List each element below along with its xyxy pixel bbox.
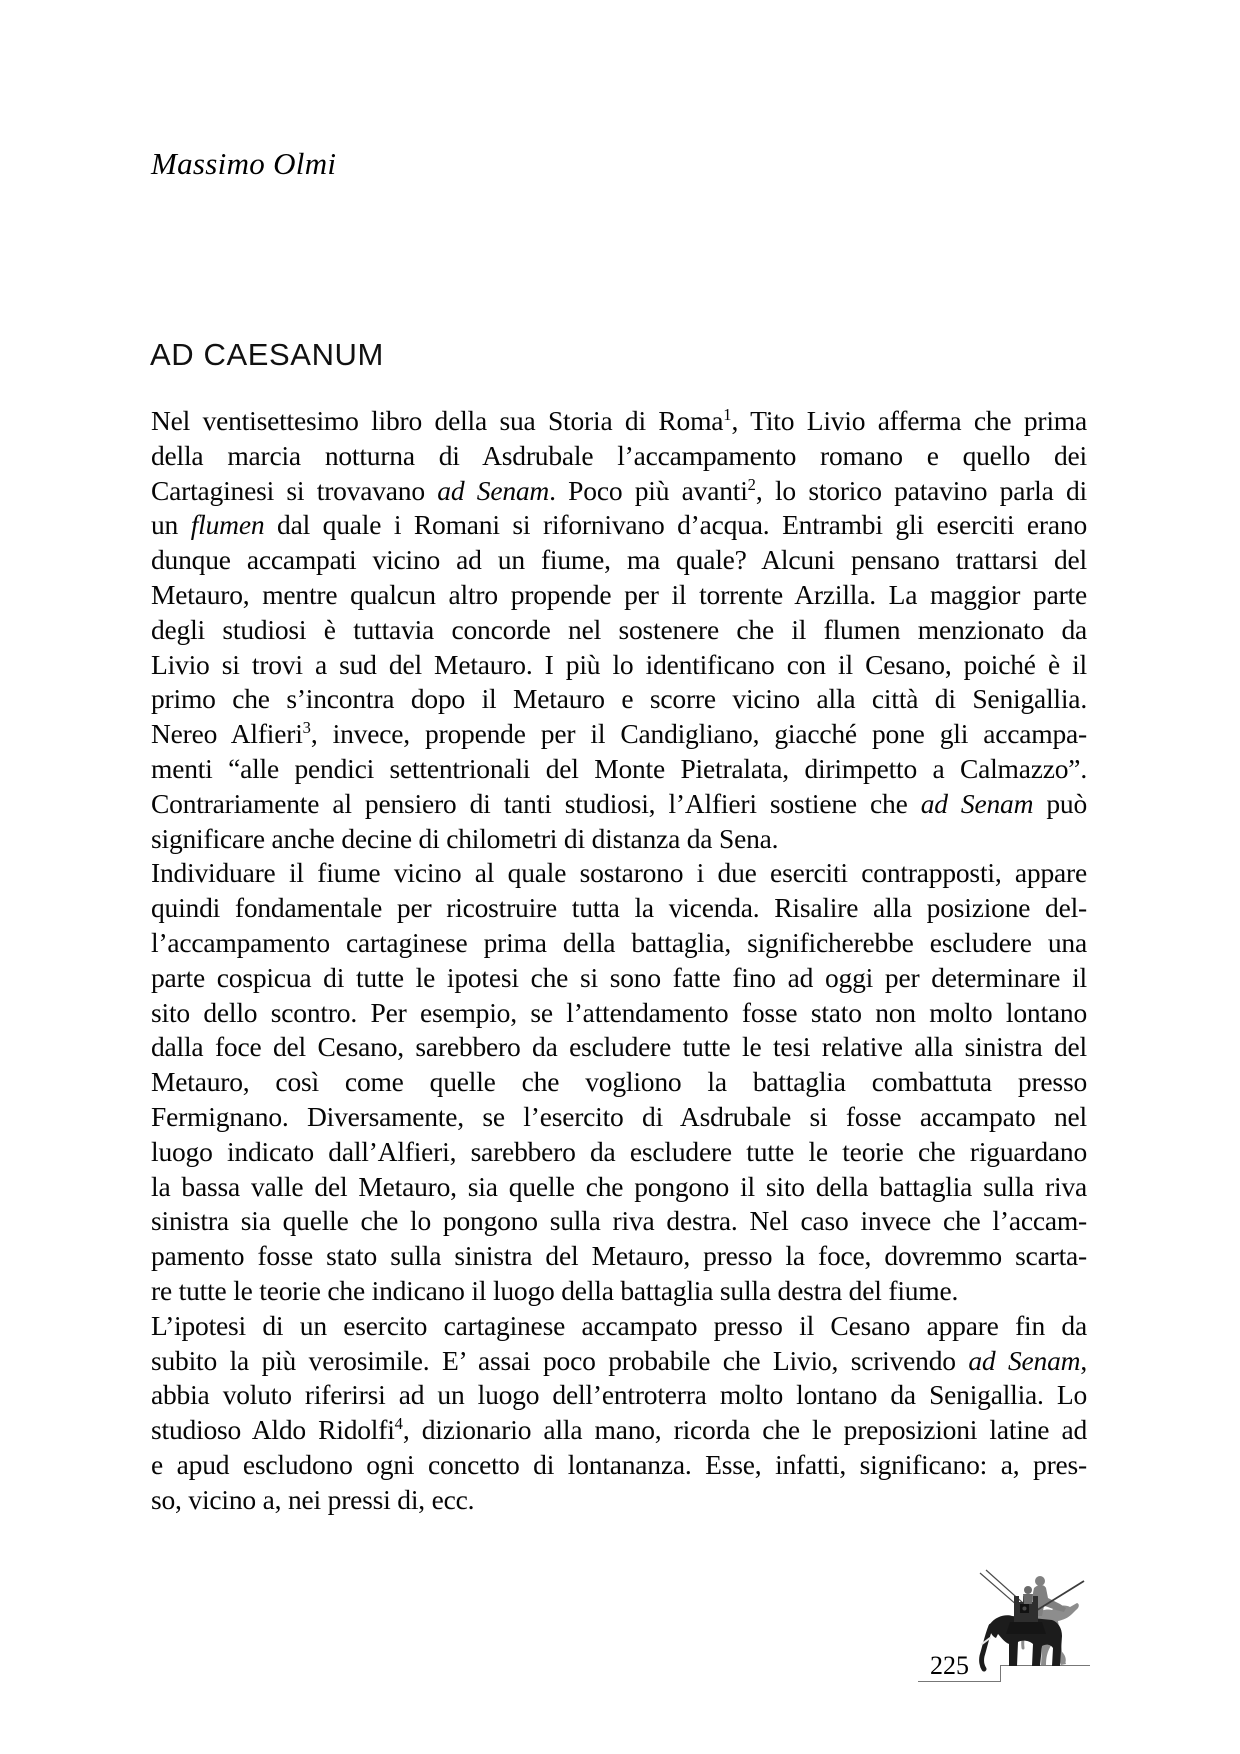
body-line: primo che s’incontra dopo il Metauro e scorre vicino alla città di Senigallia. bbox=[151, 683, 1087, 715]
body-line: studioso Aldo Ridolfi$^4$, dizionario alla mano, ricorda che le preposizioni latine ad bbox=[151, 1413, 1088, 1446]
body-line: Metauro, mentre qualcun altro propende per il torrente Arzilla. La maggior parte bbox=[151, 578, 1087, 610]
body-line: abbia voluto riferirsi ad un luogo dell’entroterra molto lontano da Senigallia. Lo bbox=[151, 1379, 1087, 1411]
body-line: Nereo Alfieri$^3$, invece, propende per il Candigliano, giacché pone gli accampa- bbox=[151, 718, 1087, 750]
paragraph bbox=[151, 856, 1087, 1308]
body-line: sito dello scontro. Per esempio, se l’attendamento fosse stato non molto lontano bbox=[151, 996, 1087, 1028]
footnote-marker: 3 bbox=[302, 718, 311, 738]
body-line: Contrariamente al pensiero di tanti studiosi, l’Alfieri sostiene che ad Senam può bbox=[151, 787, 1088, 819]
body-line: parte cospicua di tutte le ipotesi che si sono fatte fino ad oggi per determinare il bbox=[151, 961, 1087, 993]
body-line: sinistra sia quelle che lo pongono sulla riva destra. Nel caso invece che l’accam- bbox=[151, 1205, 1087, 1237]
body-line: Nel ventisettesimo libro della sua Storia di Roma$^1$, Tito Livio afferma che prima bbox=[151, 404, 1087, 436]
body-line: re tutte le teorie che indicano il luogo della battaglia sulla destra del fiume. bbox=[151, 1274, 959, 1306]
body-line: significare anche decine di chilometri di distanza da Sena. bbox=[151, 822, 779, 854]
body-line: Fermignano. Diversamente, se l’esercito di Asdrubale si fosse accampato nel bbox=[151, 1100, 1087, 1132]
body-line: dalla foce del Cesano, sarebbero da escludere tutte le tesi relative alla sinistra del bbox=[151, 1031, 1087, 1063]
war-elephant-illustration bbox=[976, 1564, 1091, 1672]
body-line: dunque accampati vicino ad un fiume, ma quale? Alcuni pensano trattarsi del bbox=[151, 544, 1087, 576]
body-line: Metauro, così come quelle che vogliono la battaglia combattuta presso bbox=[151, 1066, 1087, 1098]
body-line: menti “alle pendici settentrionali del Monte Pietralata, dirimpetto a Calmazzo”. bbox=[151, 752, 1087, 784]
footer-rule-lower bbox=[918, 1681, 1001, 1682]
body-line: la bassa valle del Metauro, sia quelle che pongono il sito della battaglia sulla riva bbox=[151, 1170, 1087, 1202]
footnote-marker: 1 bbox=[723, 404, 732, 424]
body-line: so, vicino a, nei pressi di, ecc. bbox=[151, 1483, 475, 1515]
footnote-marker: 2 bbox=[747, 474, 756, 494]
author-name: Massimo Olmi bbox=[151, 146, 337, 181]
body-line: pamento fosse stato sulla sinistra del Metauro, presso la foce, dovremmo scarta- bbox=[151, 1240, 1087, 1272]
body-text bbox=[151, 404, 1087, 1518]
paragraph bbox=[151, 1309, 1087, 1518]
body-line: Cartaginesi si trovavano ad Senam. Poco più avanti$^2$, lo storico patavino parla di bbox=[151, 474, 1087, 506]
body-line: l’accampamento cartaginese prima della battaglia, significherebbe escludere una bbox=[151, 926, 1087, 958]
body-line: L’ipotesi di un esercito cartaginese accampato presso il Cesano appare fin da bbox=[151, 1309, 1087, 1341]
body-line: un flumen dal quale i Romani si rifornivano d’acqua. Entrambi gli eserciti erano bbox=[151, 509, 1087, 541]
body-line: degli studiosi è tuttavia concorde nel sostenere che il flumen menzionato da bbox=[151, 613, 1087, 645]
body-line: luogo indicato dall’Alfieri, sarebbero da escludere tutte le teorie che riguardano bbox=[151, 1135, 1087, 1167]
paragraph bbox=[151, 404, 1087, 856]
page-number: 225 bbox=[930, 1651, 969, 1680]
mahout-icon bbox=[1023, 1586, 1033, 1604]
body-line: Individuare il fiume vicino al quale sostarono i due eserciti contrapposti, appare bbox=[151, 857, 1087, 889]
footnote-marker: 4 bbox=[394, 1413, 403, 1433]
body-line: e apud escludono ogni concetto di lontananza. Esse, infatti, significano: a, pres- bbox=[151, 1448, 1087, 1480]
body-line: Livio si trovi a sud del Metauro. I più lo identificano con il Cesano, poiché è il bbox=[151, 648, 1087, 680]
page-title: AD CAESANUM bbox=[150, 337, 384, 372]
body-line: subito la più verosimile. E’ assai poco probabile che Livio, scrivendo ad Senam, bbox=[151, 1344, 1088, 1376]
body-line: quindi fondamentale per ricostruire tutta la vicenda. Risalire alla posizione del- bbox=[151, 892, 1087, 924]
body-line: della marcia notturna di Asdrubale l’accampamento romano e quello dei bbox=[151, 439, 1087, 471]
